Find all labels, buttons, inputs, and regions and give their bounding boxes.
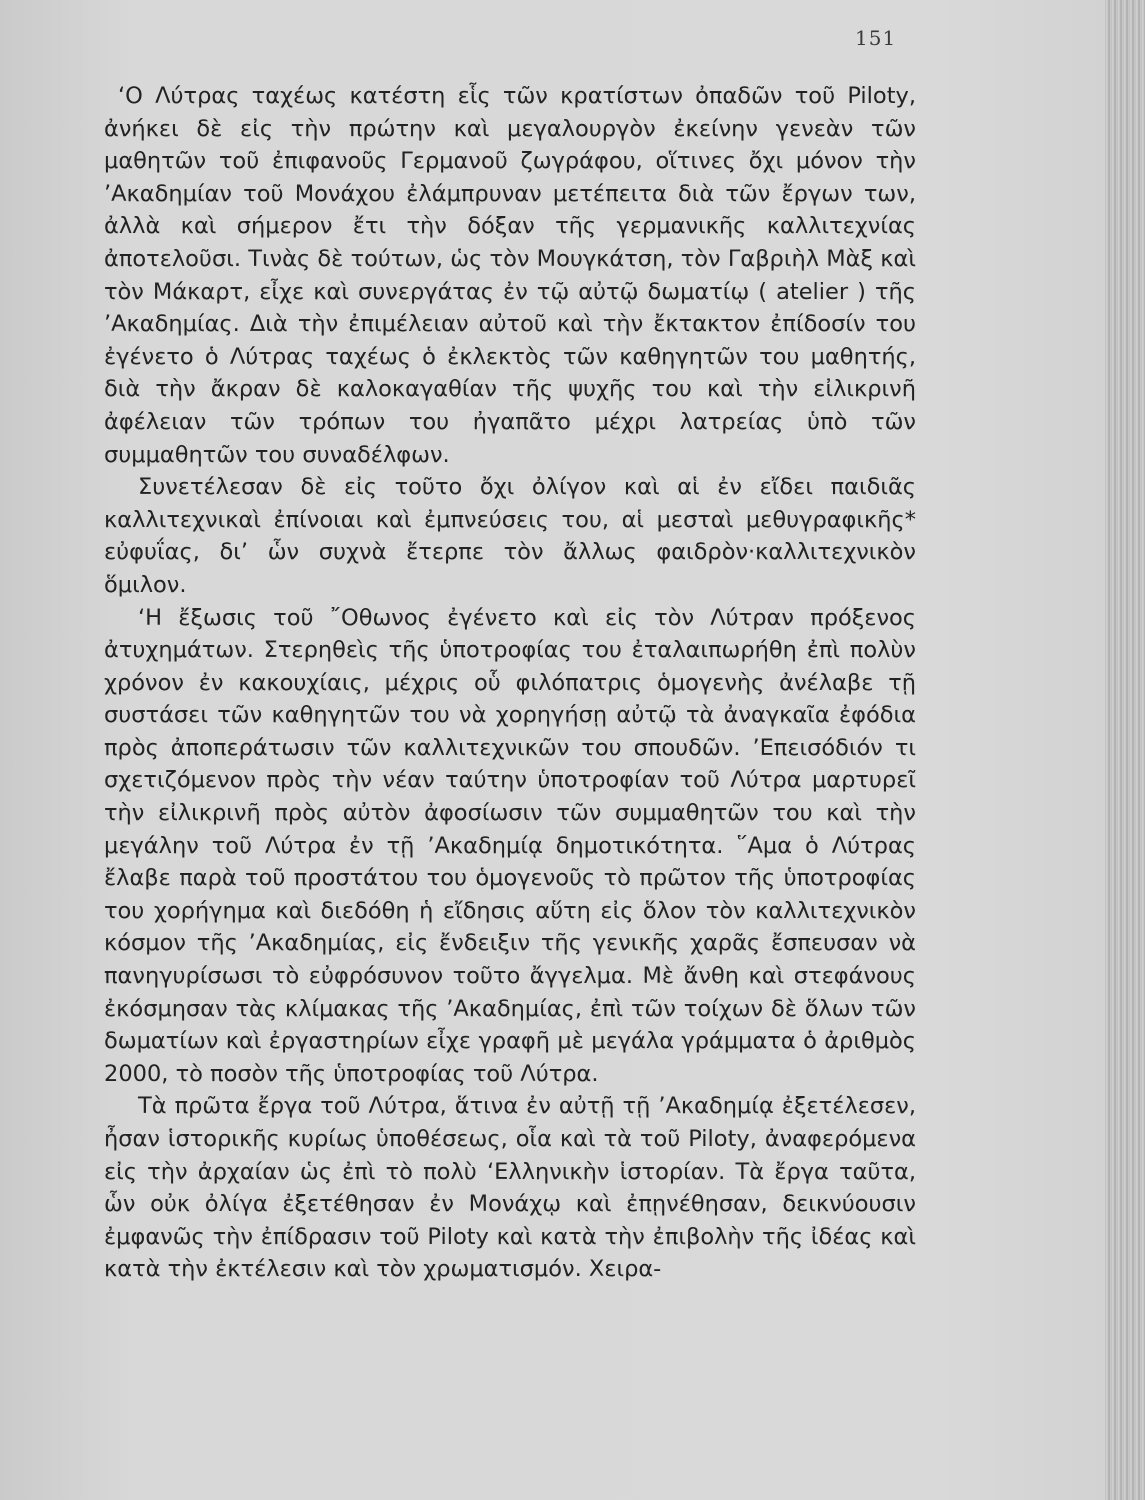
- paragraph-1: ‘Ο Λύτρας ταχέως κατέστη εἷς τῶν κρατίστων ὀπαδῶν τοῦ Piloty, ἀνήκει δὲ εἰς τὴν πρώτην καὶ μεγαλουργὸν ἐκείνην γενεὰν τῶν μαθητῶν τοῦ ἐπιφανοῦς Γερμανοῦ ζωγράφου, οἵτινες ὄχι μόνον τὴν ’Ακαδημίαν τοῦ Μονάχου ἐλάμπρυναν μετέπειτα διὰ τῶν ἔργων των, ἀλλὰ καὶ σήμερον ἔτι τὴν δόξαν τῆς γερμανικῆς καλλιτεχνίας ἀποτελοῦσι. Τινὰς δὲ τούτων, ὡς τὸν Μουγκάτση, τὸν Γαβριὴλ Μὰξ καὶ τὸν Μάκαρτ, εἶχε καὶ συνεργάτας ἐν τῷ αὐτῷ δωματίῳ ( atelier ) τῆς ’Ακαδημίας. Διὰ τὴν ἐπιμέλειαν αὐτοῦ καὶ τὴν ἔκτακτον ἐπίδοσίν του ἐγένετο ὁ Λύτρας ταχέως ὁ ἐκλεκτὸς τῶν καθηγητῶν του μαθητής, διὰ τὴν ἄκραν δὲ καλοκαγαθίαν τῆς ψυχῆς του καὶ τὴν εἰλικρινῆ ἀφέλειαν τῶν τρόπων του ἠγαπᾶτο μέχρι λατρείας ὑπὸ τῶν συμμαθητῶν του συναδέλφων.: [104, 83, 916, 468]
- body-text: [104, 80, 916, 1286]
- paragraph-2: Συνετέλεσαν δὲ εἰς τοῦτο ὄχι ὀλίγον καὶ αἱ ἐν εἴδει παιδιᾶς καλλιτεχνικαὶ ἐπίνοιαι καὶ ἐμπνεύσεις του, αἱ μεσταὶ μεθυγραφικῆς* εὐφυΐας, δι’ ὧν συχνὰ ἔτερπε τὸν ἄλλως φαιδρὸν·καλλιτεχνικὸν ὅμιλον.: [104, 474, 916, 598]
- paragraph-3: ‘Η ἔξωσις τοῦ ῎Οθωνος ἐγένετο καὶ εἰς τὸν Λύτραν πρόξενος ἀτυχημάτων. Στερηθεὶς τῆς ὑποτροφίας του ἐταλαιπωρήθη ἐπὶ πολὺν χρόνον ἐν κακουχίαις, μέχρις οὗ φιλόπατρις ὁμογενὴς ἀνέλαβε τῇ συστάσει τῶν καθηγητῶν του νὰ χορηγήσῃ αὐτῷ τὰ ἀναγκαῖα ἐφόδια πρὸς ἀποπεράτωσιν τῶν καλλιτεχνικῶν του σπουδῶν. ’Επεισόδιόν τι σχετιζόμενον πρὸς τὴν νέαν ταύτην ὑποτροφίαν τοῦ Λύτρα μαρτυρεῖ τὴν εἰλικρινῆ πρὸς αὐτὸν ἀφοσίωσιν τῶν συμμαθητῶν του καὶ τὴν μεγάλην τοῦ Λύτρα ἐν τῇ ’Ακαδημίᾳ δημοτικότητα. ῞Αμα ὁ Λύτρας ἔλαβε παρὰ τοῦ προστάτου του ὁμογενοῦς τὸ πρῶτον τῆς ὑποτροφίας του χορήγημα καὶ διεδόθη ἡ εἴδησις αὕτη εἰς ὅλον τὸν καλλιτεχνικὸν κόσμον τῆς ’Ακαδημίας, εἰς ἔνδειξιν τῆς γενικῆς χαρᾶς ἔσπευσαν νὰ πανηγυρίσωσι τὸ εὐφρόσυνον τοῦτο ἄγγελμα. Μὲ ἄνθη καὶ στεφάνους ἐκόσμησαν τὰς κλίμακας τῆς ’Ακαδημίας, ἐπὶ τῶν τοίχων δὲ ὅλων τῶν δωματίων καὶ ἐργαστηρίων εἶχε γραφῆ μὲ μεγάλα γράμματα ὁ ἀριθμὸς 2000, τὸ ποσὸν τῆς ὑποτροφίας τοῦ Λύτρα.: [104, 604, 916, 1087]
- paragraph-4: Τὰ πρῶτα ἔργα τοῦ Λύτρα, ἅτινα ἐν αὐτῇ τῇ ’Ακαδημίᾳ ἐξετέλεσεν, ἦσαν ἱστορικῆς κυρίως ὑποθέσεως, οἷα καὶ τὰ τοῦ Piloty, ἀναφερόμενα εἰς τὴν ἀρχαίαν ὡς ἐπὶ τὸ πολὺ ‘Ελληνικὴν ἱστορίαν. Τὰ ἔργα ταῦτα, ὧν οὐκ ὀλίγα ἐξετέθησαν ἐν Μονάχῳ καὶ ἐπῃνέθησαν, δεικνύουσιν ἐμφανῶς τὴν ἐπίδρασιν τοῦ Piloty καὶ κατὰ τὴν ἐπιβολὴν τῆς ἰδέας καὶ κατὰ τὴν ἐκτέλεσιν καὶ τὸν χρωματισμόν. Χειρα-: [104, 1093, 916, 1283]
- page-number: 151: [855, 26, 897, 50]
- page-edge-stack: [1105, 0, 1145, 1500]
